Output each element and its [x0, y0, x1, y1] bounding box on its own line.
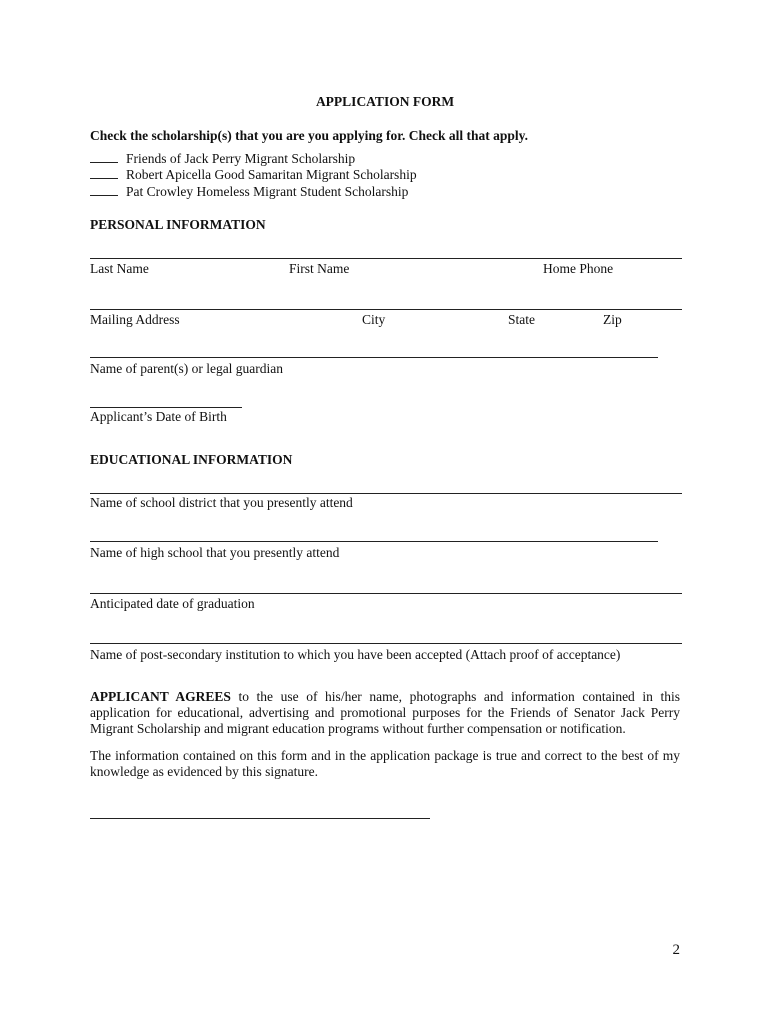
address-line[interactable]	[90, 309, 682, 310]
page-number: 2	[672, 942, 680, 958]
agreement-paragraph	[90, 689, 680, 737]
graduation-line[interactable]	[90, 593, 682, 594]
city-label: City	[362, 312, 386, 327]
form-title: APPLICATION FORM	[315, 94, 455, 109]
scholarship-label: Friends of Jack Perry Migrant Scholarship	[126, 151, 356, 166]
agreement-lead: APPLICANT AGREES	[90, 689, 231, 704]
checkbox-blank-line[interactable]	[90, 184, 118, 196]
state-label: State	[508, 312, 535, 327]
certification-paragraph: The information contained on this form and in the application package is true and correct to the best of my knowledge as evidenced by this signature.	[90, 748, 680, 779]
personal-heading: PERSONAL INFORMATION	[90, 217, 266, 232]
scholarship-instruction: Check the scholarship(s) that you are you applying for. Check all that apply.	[90, 128, 529, 143]
home-phone-label: Home Phone	[543, 261, 614, 276]
scholarship-label: Pat Crowley Homeless Migrant Student Scholarship	[126, 184, 409, 199]
high-school-label: Name of high school that you presently attend	[90, 545, 340, 560]
scholarship-label: Robert Apicella Good Samaritan Migrant Scholarship	[126, 167, 417, 182]
first-name-label: First Name	[289, 261, 350, 276]
agreement-text: to the use of his/her name, photographs and information contained in this application for educational, advertising and promotional purposes for the Friends of Senator Jack Perry Migrant Scholarship and migrant education programs without further compensation or notification.	[90, 689, 680, 736]
post-secondary-label: Name of post-secondary institution to which you have been accepted (Attach proof of acceptance)	[90, 647, 621, 662]
dob-label: Applicant’s Date of Birth	[90, 409, 227, 424]
dob-line[interactable]	[90, 407, 242, 408]
graduation-label: Anticipated date of graduation	[90, 596, 255, 611]
parent-name-label: Name of parent(s) or legal guardian	[90, 361, 284, 376]
checkbox-blank-line[interactable]	[90, 151, 118, 163]
scholarship-option	[90, 184, 408, 200]
mailing-address-label: Mailing Address	[90, 312, 180, 327]
zip-label: Zip	[603, 312, 622, 327]
scholarship-option	[90, 167, 417, 183]
school-district-label: Name of school district that you presently attend	[90, 495, 353, 510]
checkbox-blank-line[interactable]	[90, 167, 118, 179]
high-school-line[interactable]	[90, 541, 658, 542]
school-district-line[interactable]	[90, 493, 682, 494]
post-secondary-line[interactable]	[90, 643, 682, 644]
parent-name-line[interactable]	[90, 357, 658, 358]
last-name-label: Last Name	[90, 261, 149, 276]
educational-heading: EDUCATIONAL INFORMATION	[90, 452, 293, 467]
name-phone-line[interactable]	[90, 258, 682, 259]
signature-line[interactable]	[90, 818, 430, 819]
scholarship-option	[90, 151, 355, 167]
